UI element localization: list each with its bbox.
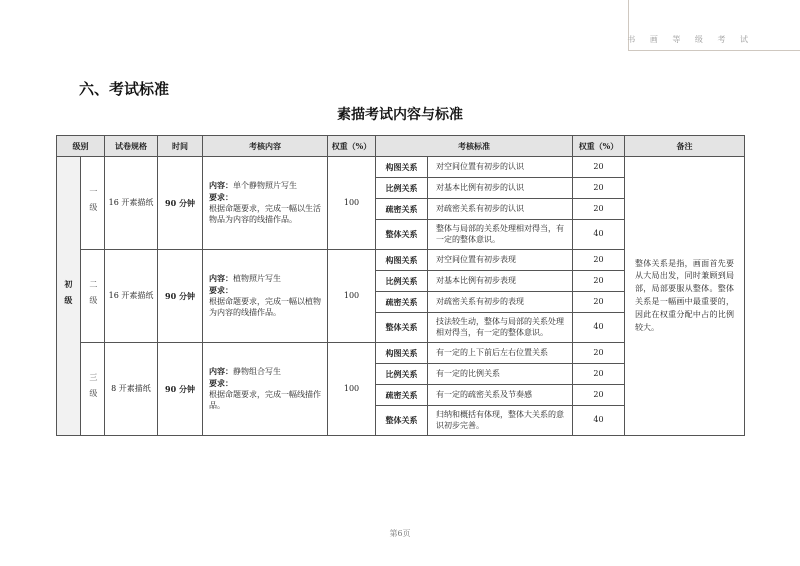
paper-spec: 16 开素描纸	[105, 157, 158, 250]
section-title: 六、考试标准	[79, 80, 170, 98]
level-label: 三级	[81, 343, 105, 436]
criterion-name: 构图关系	[376, 250, 428, 271]
content-weight: 100	[328, 157, 376, 250]
criterion-name: 构图关系	[376, 157, 428, 178]
criterion-name: 整体关系	[376, 406, 428, 436]
exam-content	[203, 157, 328, 250]
criterion-desc: 对空间位置有初步的认识	[428, 157, 573, 178]
exam-time: 90 分钟	[158, 250, 203, 343]
page-number: 第6页	[389, 529, 411, 538]
header-rule-horizontal	[628, 50, 800, 51]
col-remark: 备注	[625, 136, 745, 157]
criterion-desc: 有一定的比例关系	[428, 364, 573, 385]
criterion-desc: 有一定的上下前后左右位置关系	[428, 343, 573, 364]
criterion-desc: 对疏密关系有初步的认识	[428, 199, 573, 220]
criterion-desc: 对基本比例有初步表现	[428, 271, 573, 292]
col-spec: 试卷规格	[105, 136, 158, 157]
running-header: 书 画 等 级 考 试	[627, 35, 754, 44]
criterion-weight: 20	[573, 199, 625, 220]
paper-spec: 16 开素描纸	[105, 250, 158, 343]
criterion-desc: 对空间位置有初步表现	[428, 250, 573, 271]
level-label: 一级	[81, 157, 105, 250]
content-text: 静物组合写生	[233, 367, 281, 377]
paper-spec: 8 开素描纸	[105, 343, 158, 436]
exam-time: 90 分钟	[158, 343, 203, 436]
criterion-name: 比例关系	[376, 271, 428, 292]
requirement-label: 要求：	[209, 378, 233, 389]
table-row	[57, 157, 745, 178]
content-text: 单个静物照片写生	[233, 181, 297, 191]
criterion-weight: 20	[573, 250, 625, 271]
criterion-desc: 整体与局部的关系处理相对得当，有一定的整体意识。	[428, 220, 573, 250]
exam-time: 90 分钟	[158, 157, 203, 250]
criterion-desc: 归纳和概括有体现，整体大关系的意识初步完善。	[428, 406, 573, 436]
criterion-weight: 40	[573, 313, 625, 343]
col-time: 时间	[158, 136, 203, 157]
table-title: 素描考试内容与标准	[337, 107, 463, 123]
criterion-name: 疏密关系	[376, 292, 428, 313]
content-label: 内容：	[209, 366, 233, 377]
content-weight: 100	[328, 250, 376, 343]
criterion-name: 整体关系	[376, 313, 428, 343]
criterion-name: 整体关系	[376, 220, 428, 250]
col-level: 级别	[57, 136, 105, 157]
criterion-name: 比例关系	[376, 364, 428, 385]
criterion-name: 疏密关系	[376, 385, 428, 406]
criterion-desc: 有一定的疏密关系及节奏感	[428, 385, 573, 406]
criterion-weight: 20	[573, 343, 625, 364]
criterion-weight: 20	[573, 271, 625, 292]
col-criteria: 考核标准	[376, 136, 573, 157]
criterion-desc: 对疏密关系有初步的表现	[428, 292, 573, 313]
col-weight: 权重（%）	[328, 136, 376, 157]
criterion-desc: 对基本比例有初步的认识	[428, 178, 573, 199]
col-content: 考核内容	[203, 136, 328, 157]
criterion-name: 比例关系	[376, 178, 428, 199]
criterion-desc: 技法较生动，整体与局部的关系处理相对得当，有一定的整体意识。	[428, 313, 573, 343]
criterion-weight: 20	[573, 157, 625, 178]
exam-content	[203, 250, 328, 343]
standards-table	[56, 135, 745, 436]
criterion-weight: 20	[573, 385, 625, 406]
content-weight: 100	[328, 343, 376, 436]
requirement-label: 要求：	[209, 285, 233, 296]
remark: 整体关系是指，画面首先要从大局出发，同时兼顾到局部，局部要服从整体。整体关系是一幅画中最重要的，因此在权重分配中占的比例较大。	[625, 157, 745, 436]
criterion-weight: 20	[573, 364, 625, 385]
criterion-name: 疏密关系	[376, 199, 428, 220]
content-text: 植物照片写生	[233, 274, 281, 284]
requirement-text: 根据命题要求，完成一幅以生活物品为内容的线描作品。	[209, 204, 321, 224]
group-label: 初级	[57, 157, 81, 436]
col-criteria-weight: 权重（%）	[573, 136, 625, 157]
criterion-weight: 20	[573, 292, 625, 313]
criterion-name: 构图关系	[376, 343, 428, 364]
requirement-text: 根据命题要求，完成一幅以植物为内容的线描作品。	[209, 297, 321, 317]
content-label: 内容：	[209, 180, 233, 191]
requirement-text: 根据命题要求，完成一幅线描作品。	[209, 390, 321, 410]
criterion-weight: 40	[573, 220, 625, 250]
header-row	[57, 136, 745, 157]
content-label: 内容：	[209, 273, 233, 284]
exam-content	[203, 343, 328, 436]
criterion-weight: 20	[573, 178, 625, 199]
level-label: 二级	[81, 250, 105, 343]
criterion-weight: 40	[573, 406, 625, 436]
requirement-label: 要求：	[209, 192, 233, 203]
